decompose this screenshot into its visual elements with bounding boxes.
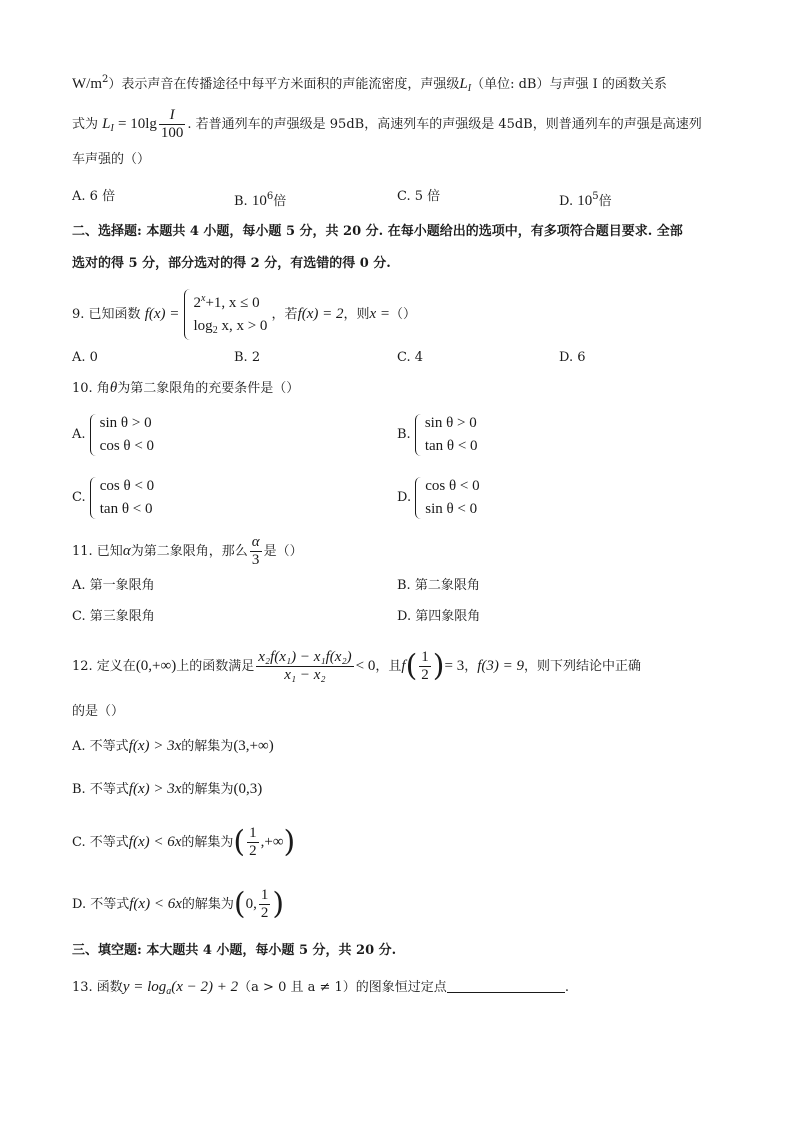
q12-stem: 12. 定义在(0,+∞)上的函数满足 $\frac{\text{x₂f(x₁) − x₁f(x₂)}}{\text{x₁ − x₂}}$ < 0，且f( $\frac{1}{2}$ )= 3，f(3) = 9，则下列结论中正确	[72, 648, 642, 684]
q10-option-d[interactable]: D. cos θ < 0 sin θ < 0	[397, 473, 480, 523]
q10-option-a[interactable]: A. sin θ > 0 cos θ < 0	[72, 410, 154, 460]
q8-option-c[interactable]: C. 5 倍	[397, 189, 441, 204]
q13-stem: 13. 函数$y = \log_a(x - 2) + 2(a > 0$ 且 a ≠ 1）的图象恒过定点 .	[72, 979, 569, 997]
q11-option-c[interactable]: C. 第三象限角	[72, 609, 155, 624]
q12-option-b[interactable]: B. 不等式f(x) > 3x的解集为(0,3)	[72, 781, 263, 797]
q9-piecewise: $2^x+1$, x ≤ 0 $\log_2 x$, x > 0	[184, 287, 268, 342]
q13-answer-blank[interactable]	[447, 978, 565, 993]
q8-line-3: 车声强的（）	[72, 152, 151, 167]
q9-option-b[interactable]: B. 2	[234, 350, 261, 365]
q9-option-a[interactable]: A. 0	[72, 350, 98, 365]
q8-fraction: $\frac{I}{100}$	[160, 107, 184, 141]
q12-option-d[interactable]: D. 不等式f(x) < 6x的解集为(0, $\frac{1}{2}$ )	[72, 886, 285, 922]
q8-line-1: $W/m^2$）表示声音在传播途径中每平方米面积的声能流密度，声强级$L_I$（单位: dB）与声强 I 的函数关系	[72, 74, 667, 94]
q9-stem: 9. 已知函数 f(x) = $2^x+1$, x ≤ 0 $\log_2 x$, x > 0 ，若f(x) = 2，则x =（）	[72, 287, 416, 342]
q12-fraction: $\frac{\text{x₂f(x₁) − x₁f(x₂)}}{\text{x₁ − x₂}}$	[258, 649, 352, 683]
q8-option-b[interactable]: B. $10^6$倍	[234, 191, 287, 209]
q8-option-d[interactable]: D. $10^5$倍	[559, 191, 612, 209]
q11-fraction: $\frac{\alpha}{3}$	[251, 534, 260, 568]
q10-option-b[interactable]: B. sin θ > 0 tan θ < 0	[397, 410, 478, 460]
q12-option-a[interactable]: A. 不等式f(x) > 3x的解集为(3,+∞)	[72, 738, 274, 754]
q12-stem-line-2: 的是（）	[72, 704, 125, 719]
q12-option-c[interactable]: C. 不等式f(x) < 6x的解集为( $\frac{1}{2}$ ,+∞)	[72, 824, 296, 860]
q11-stem: 11. 已知α为第二象限角，那么 $\frac{\alpha}{3}$ 是（）	[72, 534, 303, 568]
q12-half-fraction: $\frac{1}{2}$	[421, 649, 429, 683]
q11-option-b[interactable]: B. 第二象限角	[397, 578, 480, 593]
section-3-header: 三、填空题: 本大题共 4 小题，每小题 5 分，共 20 分.	[72, 943, 397, 958]
section-2-header-line-2: 选对的得 5 分，部分选对的得 2 分，有选错的得 0 分.	[72, 256, 391, 271]
q11-option-d[interactable]: D. 第四象限角	[397, 609, 481, 624]
q8-option-a[interactable]: A. 6 倍	[72, 189, 116, 204]
q10-stem: 10. 角θ为第二象限角的充要条件是（）	[72, 380, 300, 396]
q11-option-a[interactable]: A. 第一象限角	[72, 578, 155, 593]
section-2-header-line-1: 二、选择题: 本题共 4 小题，每小题 5 分，共 20 分. 在每小题给出的选项中，有多项符合题目要求. 全部	[72, 224, 683, 239]
q9-option-d[interactable]: D. 6	[559, 350, 586, 365]
q9-option-c[interactable]: C. 4	[397, 350, 424, 365]
q10-option-c[interactable]: C. cos θ < 0 tan θ < 0	[72, 473, 154, 523]
q8-line-2: 式为 $L_I = 10\lg$ $\frac{I}{100}$ . 若普通列车的声强级是 95dB，高速列车的声强级是 45dB，则普通列车的声强是高速列	[72, 107, 702, 141]
